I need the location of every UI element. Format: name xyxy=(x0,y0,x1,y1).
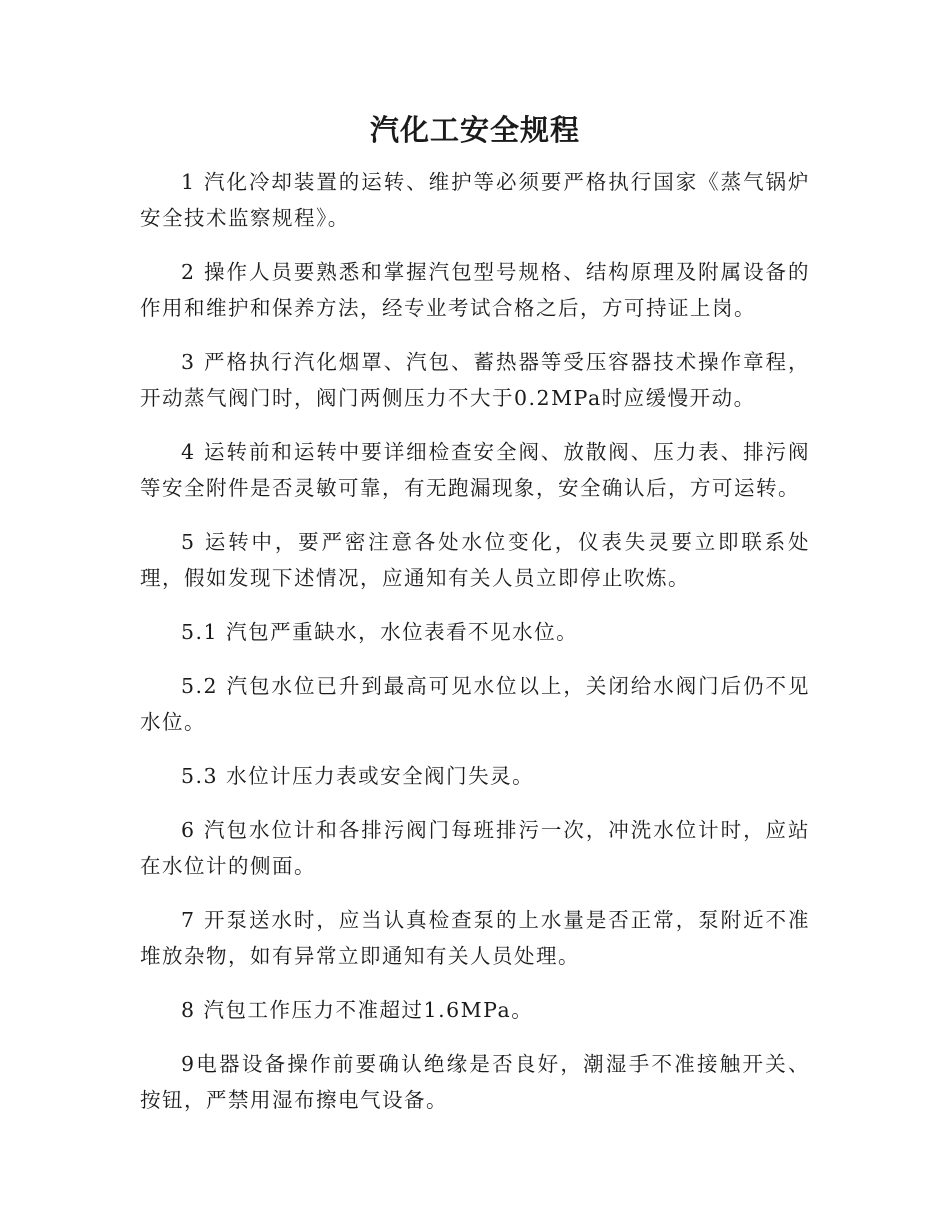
paragraph-5: 5 运转中，要严密注意各处水位变化，仪表失灵要立即联系处理，假如发现下述情况，应通知有关人员立即停止吹炼。 xyxy=(140,530,810,590)
paragraph-5-1: 5.1 汽包严重缺水，水位表看不见水位。 xyxy=(181,620,579,644)
paragraph-3: 3 严格执行汽化烟罩、汽包、蓄热器等受压容器技术操作章程，开动蒸气阀门时，阀门两侧压力不大于0.2MPa时应缓慢开动。 xyxy=(140,350,810,410)
paragraph-8: 8 汽包工作压力不准超过1.6MPa。 xyxy=(181,998,534,1022)
paragraph-5-2: 5.2 汽包水位已升到最高可见水位以上，关闭给水阀门后仍不见水位。 xyxy=(140,674,810,734)
paragraph-1: 1 汽化冷却装置的运转、维护等必须要严格执行国家《蒸气锅炉安全技术监察规程》。 xyxy=(140,170,810,230)
paragraph-6: 6 汽包水位计和各排污阀门每班排污一次，冲洗水位计时，应站在水位计的侧面。 xyxy=(140,818,810,878)
document-body xyxy=(140,164,810,1118)
document-title: 汽化工安全规程 xyxy=(369,113,580,147)
paragraph-2: 2 操作人员要熟悉和掌握汽包型号规格、结构原理及附属设备的作用和维护和保养方法，经专业考试合格之后，方可持证上岗。 xyxy=(140,260,810,320)
paragraph-4: 4 运转前和运转中要详细检查安全阀、放散阀、压力表、排污阀等安全附件是否灵敏可靠，有无跑漏现象，安全确认后，方可运转。 xyxy=(140,440,810,500)
paragraph-9: 9电器设备操作前要确认绝缘是否良好，潮湿手不准接触开关、按钮，严禁用湿布擦电气设备。 xyxy=(140,1052,810,1112)
paragraph-5-3: 5.3 水位计压力表或安全阀门失灵。 xyxy=(181,764,535,788)
paragraph-7: 7 开泵送水时，应当认真检查泵的上水量是否正常，泵附近不准堆放杂物，如有异常立即通知有关人员处理。 xyxy=(140,908,810,968)
